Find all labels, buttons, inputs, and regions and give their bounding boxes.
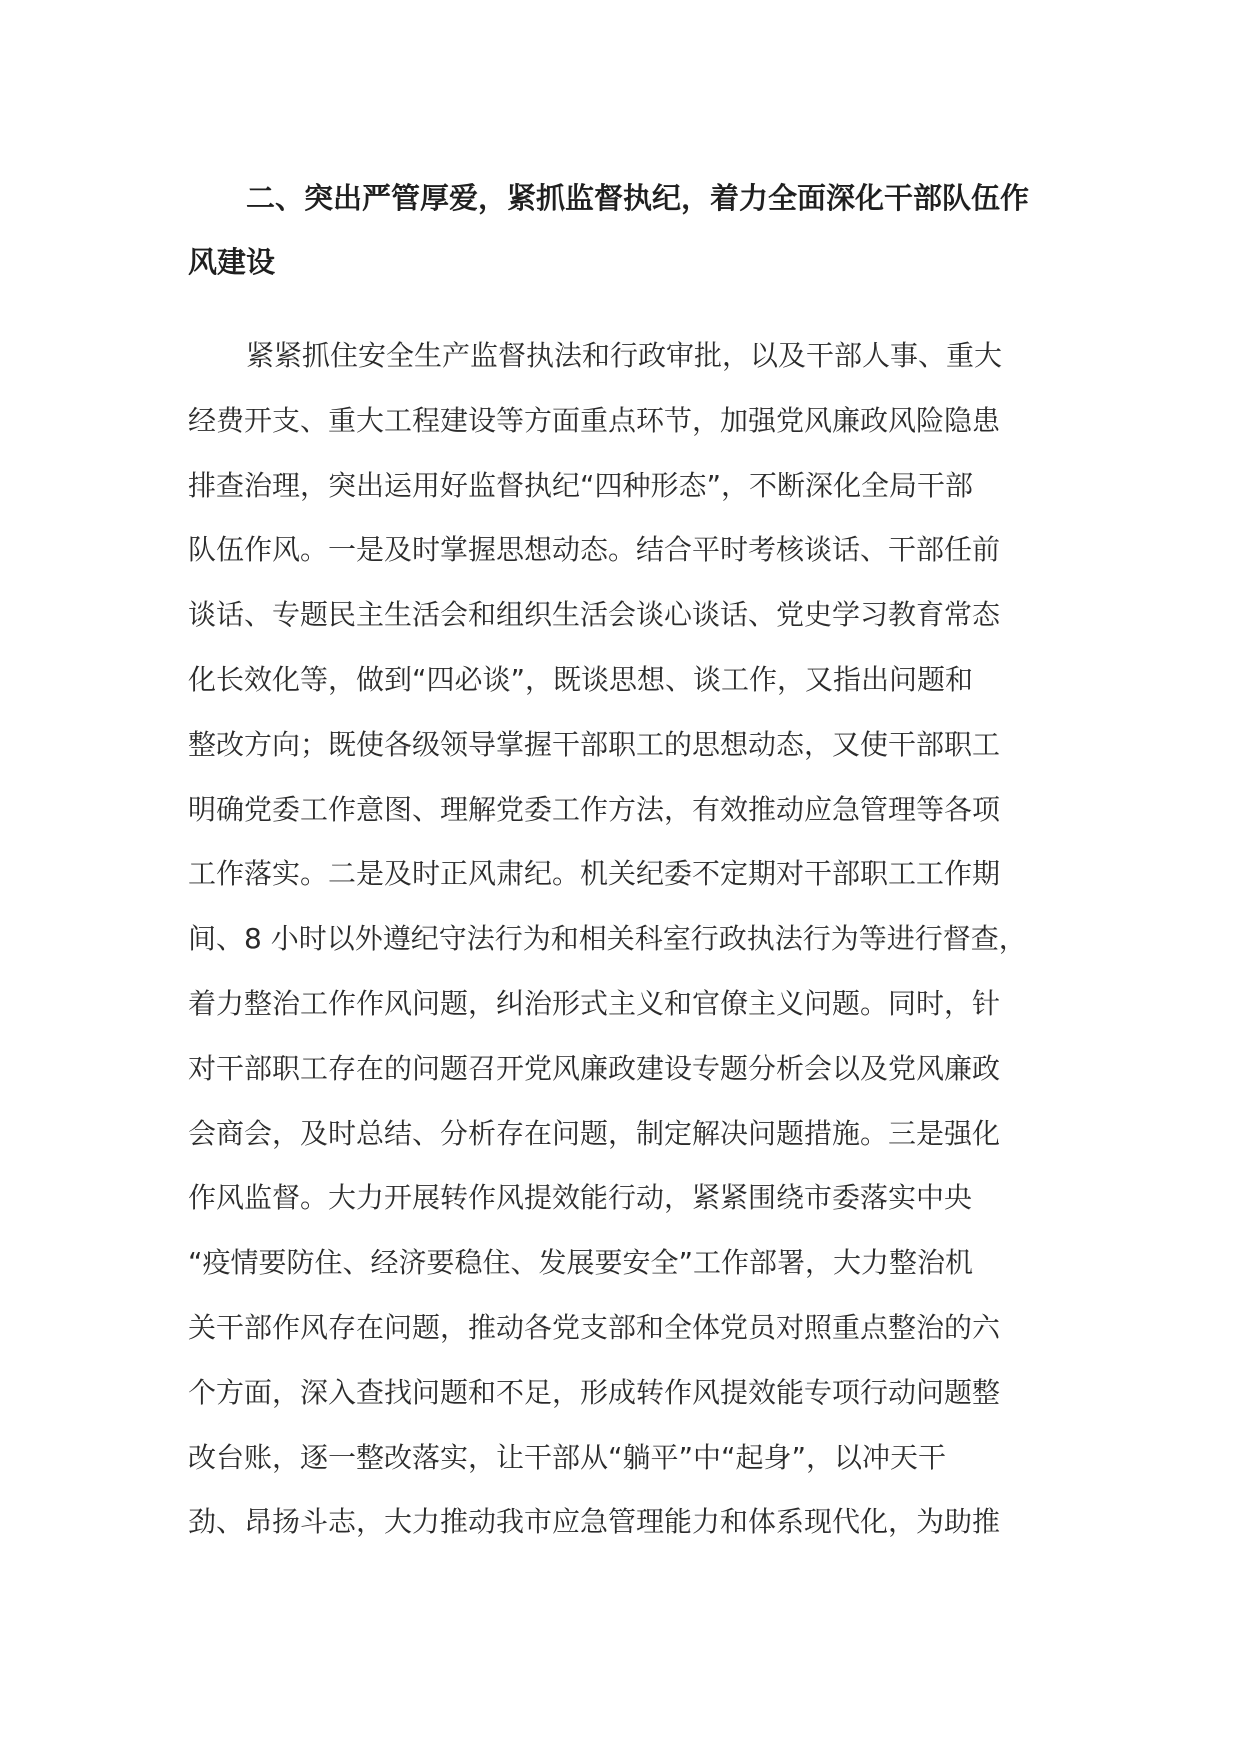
paragraph-line: “疫情要防住、经济要稳住、发展要安全”工作部署，大力整治机 xyxy=(188,1246,974,1280)
paragraph-line: 会商会，及时总结、分析存在问题，制定解决问题措施。三是强化 xyxy=(188,1116,1001,1150)
heading-line: 二、突出严管厚爱，紧抓监督执纪，着力全面深化干部队伍作 xyxy=(246,181,1030,215)
heading-line: 风建设 xyxy=(188,245,276,279)
paragraph-line: 经费开支、重大工程建设等方面重点环节，加强党风廉政风险隐患 xyxy=(188,403,1001,437)
paragraph-line: 着力整治工作作风问题，纠治形式主义和官僚主义问题。同时，针 xyxy=(188,986,1001,1020)
paragraph-line: 化长效化等，做到“四必谈”，既谈思想、谈工作，又指出问题和 xyxy=(188,662,974,696)
paragraph-line: 关干部作风存在问题，推动各党支部和全体党员对照重点整治的六 xyxy=(188,1310,1001,1344)
paragraph-line: 工作落实。二是及时正风肃纪。机关纪委不定期对干部职工工作期 xyxy=(188,857,1001,891)
paragraph-line: 队伍作风。一是及时掌握思想动态。结合平时考核谈话、干部任前 xyxy=(188,533,1001,567)
section-heading xyxy=(188,166,1060,294)
paragraph-line: 改台账，逐一整改落实，让干部从“躺平”中“起身”，以冲天干 xyxy=(188,1440,947,1474)
paragraph-line: 对干部职工存在的问题召开党风廉政建设专题分析会以及党风廉政 xyxy=(188,1051,1001,1085)
paragraph-line: 紧紧抓住安全生产监督执法和行政审批，以及干部人事、重大 xyxy=(246,339,1003,372)
body-paragraph xyxy=(188,324,1060,1555)
paragraph-line: 劲、昂扬斗志，大力推动我市应急管理能力和体系现代化，为助推 xyxy=(188,1505,1001,1539)
paragraph-line: 作风监督。大力开展转作风提效能行动，紧紧围绕市委落实中央 xyxy=(188,1181,973,1215)
paragraph-line: 排查治理，突出运用好监督执纪“四种形态”，不断深化全局干部 xyxy=(188,468,974,502)
paragraph-line: 个方面，深入查找问题和不足，形成转作风提效能专项行动问题整 xyxy=(188,1375,1001,1409)
paragraph-line: 整改方向；既使各级领导掌握干部职工的思想动态，又使干部职工 xyxy=(188,727,1001,761)
paragraph-line: 谈话、专题民主生活会和组织生活会谈心谈话、党史学习教育常态 xyxy=(188,598,1001,632)
paragraph-line: 间、8 小时以外遵纪守法行为和相关科室行政执法行为等进行督查， xyxy=(188,922,1027,956)
paragraph-line: 明确党委工作意图、理解党委工作方法，有效推动应急管理等各项 xyxy=(188,792,1001,826)
